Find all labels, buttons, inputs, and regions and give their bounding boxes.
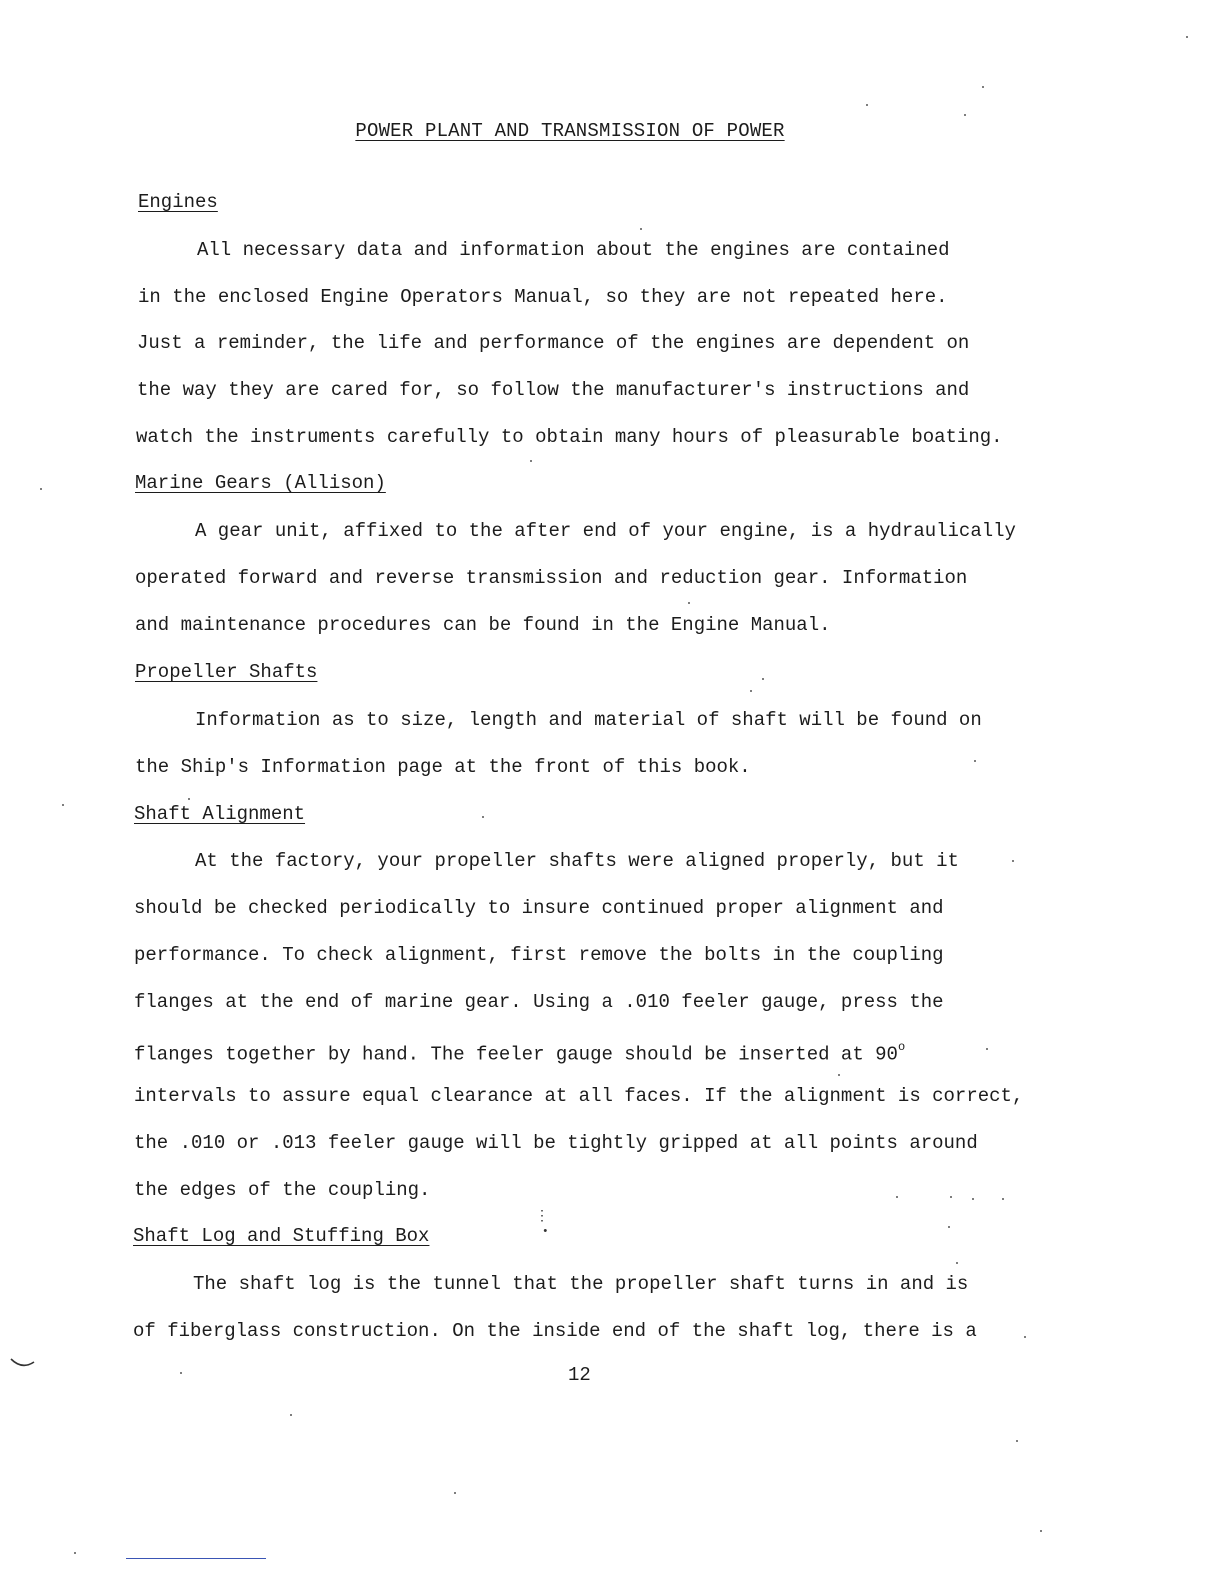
heading-propeller-shafts: Propeller Shafts	[135, 661, 318, 683]
scan-curve-mark	[10, 1356, 38, 1370]
scan-speck	[188, 798, 190, 800]
scan-speck	[964, 114, 966, 116]
scan-speck	[866, 104, 868, 106]
scan-speck	[1024, 1336, 1026, 1338]
text-line: Just a reminder, the life and performance of the engines are dependent on	[137, 332, 970, 354]
text-line: At the factory, your propeller shafts were aligned properly, but it	[195, 850, 959, 872]
text-line: operated forward and reverse transmission and reduction gear. Information	[135, 567, 968, 589]
scan-speck	[896, 1196, 898, 1198]
text-line: the edges of the coupling.	[134, 1179, 431, 1201]
scan-speck	[1186, 36, 1188, 38]
scan-speck	[290, 1414, 292, 1416]
text-line: A gear unit, affixed to the after end of your engine, is a hydraulically	[195, 520, 1016, 542]
scan-speck	[1016, 1440, 1018, 1442]
text-line: watch the instruments carefully to obtain many hours of pleasurable boating.	[136, 426, 1003, 448]
heading-shaft-log: Shaft Log and Stuffing Box	[133, 1225, 430, 1247]
heading-engines: Engines	[138, 191, 218, 213]
scan-speck	[972, 1198, 974, 1200]
text-line: All necessary data and information about the engines are contained	[197, 239, 950, 261]
scan-speck	[640, 228, 642, 230]
scan-mark: •	[542, 1226, 549, 1238]
scan-speck	[838, 1074, 840, 1076]
text-line: Information as to size, length and material of shaft will be found on	[195, 709, 982, 731]
text-line: the .010 or .013 feeler gauge will be tightly gripped at all points around	[134, 1132, 978, 1154]
text-line: the Ship's Information page at the front of this book.	[135, 756, 751, 778]
scan-speck	[982, 86, 984, 88]
scan-speck	[762, 678, 764, 680]
text-line: The shaft log is the tunnel that the propeller shaft turns in and is	[193, 1273, 969, 1295]
scan-speck	[986, 1048, 988, 1050]
scan-speck	[1002, 1198, 1004, 1200]
scan-speck	[40, 488, 42, 490]
footnote-rule	[126, 1558, 266, 1559]
scan-mark: ⋮	[535, 1209, 549, 1225]
text-line: intervals to assure equal clearance at all faces. If the alignment is correct,	[134, 1085, 1024, 1107]
text-line-with-degree	[134, 1037, 905, 1066]
text-line: performance. To check alignment, first remove the bolts in the coupling	[134, 944, 944, 966]
page-title-text: POWER PLANT AND TRANSMISSION OF POWER	[355, 120, 785, 142]
text-line: and maintenance procedures can be found in the Engine Manual.	[135, 614, 831, 636]
scan-speck	[180, 1372, 182, 1374]
scan-speck	[530, 460, 532, 462]
heading-marine-gears: Marine Gears (Allison)	[135, 472, 386, 494]
scan-speck	[948, 1226, 950, 1228]
text-line: of fiberglass construction. On the inside end of the shaft log, there is a	[133, 1320, 977, 1342]
scan-speck	[482, 816, 484, 818]
scan-speck	[956, 1262, 958, 1264]
text-line: in the enclosed Engine Operators Manual, so they are not repeated here.	[138, 286, 948, 308]
text-line: flanges at the end of marine gear. Using a .010 feeler gauge, press the	[134, 991, 944, 1013]
scan-speck	[688, 602, 690, 604]
heading-shaft-alignment: Shaft Alignment	[134, 803, 306, 825]
text-line: should be checked periodically to insure continued proper alignment and	[134, 897, 944, 919]
scan-speck	[1040, 1530, 1042, 1532]
page-number: 12	[568, 1364, 591, 1386]
page-title	[0, 120, 1140, 142]
scan-speck	[74, 1552, 76, 1554]
scan-speck	[950, 1196, 952, 1198]
text-line: the way they are cared for, so follow the manufacturer's instructions and	[137, 379, 970, 401]
text-line: flanges together by hand. The feeler gauge should be inserted at 90	[134, 1043, 898, 1066]
degree-mark: o	[897, 1040, 906, 1054]
scan-speck	[454, 1492, 456, 1494]
scan-speck	[974, 760, 976, 762]
scan-speck	[1012, 860, 1014, 862]
scan-speck	[62, 804, 64, 806]
scan-speck	[750, 690, 752, 692]
